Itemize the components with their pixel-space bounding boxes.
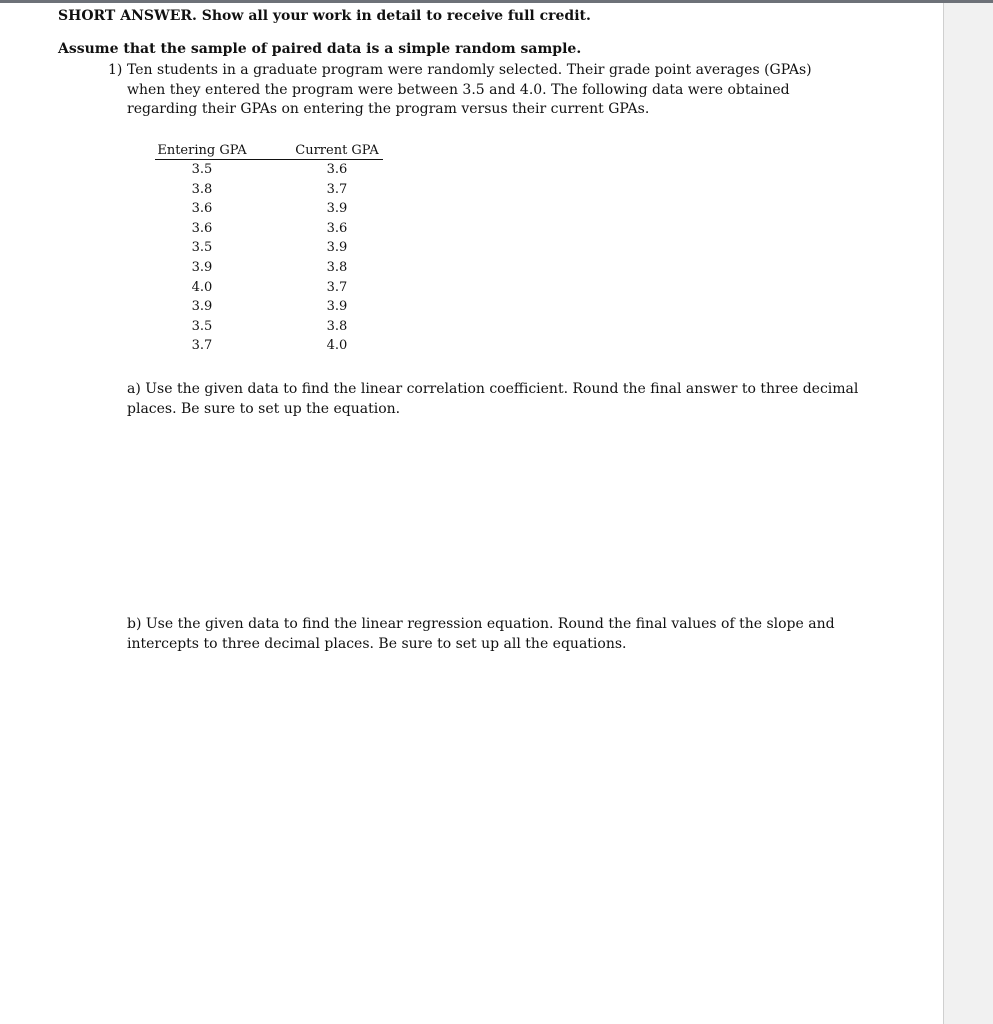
header-spacer bbox=[249, 140, 291, 160]
current-gpa-cell: 3.8 bbox=[326, 318, 348, 334]
header-entering-gpa: Entering GPA bbox=[155, 140, 249, 160]
table-header-row bbox=[155, 140, 383, 160]
current-gpa-cell: 3.6 bbox=[326, 162, 348, 177]
table-row bbox=[155, 317, 383, 337]
table-row bbox=[155, 278, 383, 298]
section-heading: SHORT ANSWER. Show all your work in detail to receive full credit. bbox=[58, 8, 591, 24]
table-row bbox=[155, 258, 383, 278]
table-row bbox=[155, 160, 383, 180]
header-current-gpa: Current GPA bbox=[291, 140, 383, 160]
entering-gpa-cell: 3.5 bbox=[191, 162, 213, 177]
table-row bbox=[155, 297, 383, 317]
current-gpa-cell: 3.7 bbox=[326, 181, 348, 197]
current-gpa-cell: 3.6 bbox=[326, 220, 348, 236]
gpa-data-table bbox=[155, 140, 383, 356]
current-gpa-cell: 3.9 bbox=[326, 201, 348, 217]
entering-gpa-cell: 4.0 bbox=[191, 279, 213, 295]
document-page bbox=[0, 3, 944, 1024]
current-gpa-cell: 3.9 bbox=[326, 240, 348, 256]
current-gpa-cell: 3.9 bbox=[326, 299, 348, 315]
entering-gpa-cell: 3.6 bbox=[191, 201, 213, 217]
question-text: Ten students in a graduate program were randomly selected. Their grade point averages (GPAs) when they entered the program were between 3.5 and 4.0. The following data were obtained regarding their GPAs on entering the program versus their current GPAs. bbox=[127, 62, 812, 117]
part-a-prompt: a) Use the given data to find the linear correlation coefficient. Round the final answer to three decimal places. Be sure to set up the equation. bbox=[127, 381, 859, 417]
table-row bbox=[155, 199, 383, 219]
current-gpa-cell: 3.7 bbox=[326, 279, 348, 295]
entering-gpa-cell: 3.7 bbox=[191, 338, 213, 354]
question-number: 1) bbox=[108, 62, 123, 78]
entering-gpa-cell: 3.5 bbox=[191, 240, 213, 256]
current-gpa-cell: 3.8 bbox=[326, 259, 348, 275]
table-row bbox=[155, 238, 383, 258]
assumption-statement: Assume that the sample of paired data is a simple random sample. bbox=[58, 41, 582, 57]
entering-gpa-cell: 3.9 bbox=[191, 299, 213, 315]
entering-gpa-cell: 3.6 bbox=[191, 220, 213, 236]
entering-gpa-cell: 3.5 bbox=[191, 318, 213, 334]
entering-gpa-cell: 3.8 bbox=[191, 181, 213, 197]
entering-gpa-cell: 3.9 bbox=[191, 259, 213, 275]
table-row bbox=[155, 336, 383, 356]
table-row bbox=[155, 180, 383, 200]
current-gpa-cell: 4.0 bbox=[326, 338, 348, 354]
table-row bbox=[155, 219, 383, 239]
part-b-prompt: b) Use the given data to find the linear regression equation. Round the final values of the slope and intercepts to three decimal places. Be sure to set up all the equations. bbox=[127, 616, 835, 652]
